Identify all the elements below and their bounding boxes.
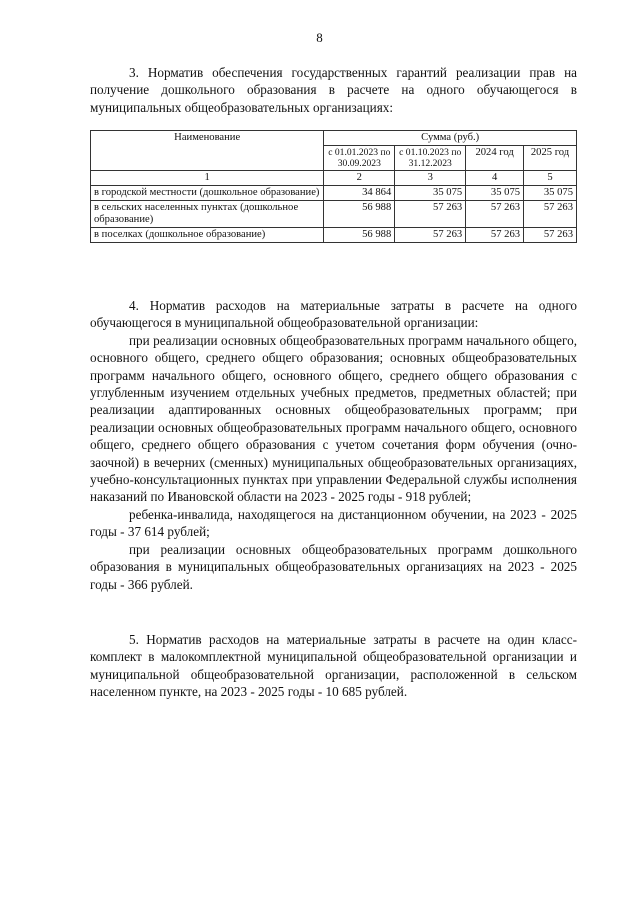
header-sum: Сумма (руб.) bbox=[324, 131, 577, 146]
col-number: 2 bbox=[324, 171, 395, 186]
cell-value: 35 075 bbox=[466, 186, 524, 201]
header-period-1: с 01.01.2023 по 30.09.2023 bbox=[324, 146, 395, 171]
section-3 bbox=[90, 64, 577, 116]
section-5 bbox=[90, 631, 577, 701]
cell-value: 35 075 bbox=[395, 186, 466, 201]
table-row bbox=[91, 201, 577, 228]
section-4-paragraph: при реализации основных общеобразовательных программ начального общего, основного общего, среднего общего образования; основных общеобразовательных программ начального общего, основного общего, среднего общего образования с углубленным изучением отдельных учебных предметов, предметных областей; при реализации адаптированных основных общеобразовательных программ; при реализации основных общеобразовательных программ начального общего, основного общего, среднего общего образования с учетом сочетания форм обучения (очно-заочной) в вечерних (сменных) муниципальных общеобразовательных организациях, учебно-консультационных пунктах при управлении Федеральной службы исполнения наказаний по Ивановской области на 2023 - 2025 годы - 918 рублей; bbox=[90, 332, 577, 505]
section-3-heading: 3. Норматив обеспечения государственных гарантий реализации прав на получение дошкольного образования в расчете на одного обучающегося в муниципальных общеобразовательных организациях: bbox=[90, 65, 577, 115]
header-year-2024: 2024 год bbox=[466, 146, 524, 171]
cell-value: 57 263 bbox=[524, 228, 577, 243]
section-4 bbox=[90, 297, 577, 593]
section-5-paragraph: 5. Норматив расходов на материальные затраты в расчете на один класс-комплект в малокомплектной муниципальной общеобразовательной организации и муниципальной общеобразовательной организации, расположенной в сельском населенном пункте, на 2023 - 2025 годы - 10 685 рублей. bbox=[90, 632, 577, 700]
col-number: 4 bbox=[466, 171, 524, 186]
cell-value: 57 263 bbox=[524, 201, 577, 228]
cell-value: 35 075 bbox=[524, 186, 577, 201]
header-year-2025: 2025 год bbox=[524, 146, 577, 171]
col-number: 5 bbox=[524, 171, 577, 186]
section-4-paragraph: при реализации основных общеобразовательных программ дошкольного образования в муниципальных общеобразовательных организациях на 2023 - 2025 годы - 366 рублей. bbox=[90, 541, 577, 592]
cell-value: 57 263 bbox=[466, 201, 524, 228]
cell-value: 34 864 bbox=[324, 186, 395, 201]
header-name: Наименование bbox=[91, 131, 324, 171]
cell-value: 57 263 bbox=[395, 228, 466, 243]
row-name: в поселках (дошкольное образование) bbox=[91, 228, 324, 243]
section-4-paragraph: ребенка-инвалида, находящегося на дистанционном обучении, на 2023 - 2025 годы - 37 614 рублей; bbox=[90, 506, 577, 540]
table-row bbox=[91, 186, 577, 201]
cell-value: 56 988 bbox=[324, 201, 395, 228]
col-number: 3 bbox=[395, 171, 466, 186]
cell-value: 56 988 bbox=[324, 228, 395, 243]
row-name: в городской местности (дошкольное образование) bbox=[91, 186, 324, 201]
page-number: 8 bbox=[316, 30, 323, 45]
table-header-row bbox=[91, 131, 577, 146]
header-period-2: с 01.10.2023 по 31.12.2023 bbox=[395, 146, 466, 171]
table-row bbox=[91, 228, 577, 243]
section-4-heading: 4. Норматив расходов на материальные затраты в расчете на одного обучающегося в муниципальной общеобразовательной организации: bbox=[90, 298, 577, 331]
cell-value: 57 263 bbox=[395, 201, 466, 228]
norm-table bbox=[90, 130, 577, 243]
row-name: в сельских населенных пунктах (дошкольное образование) bbox=[91, 201, 324, 228]
cell-value: 57 263 bbox=[466, 228, 524, 243]
col-number: 1 bbox=[91, 171, 324, 186]
column-number-row bbox=[91, 171, 577, 186]
